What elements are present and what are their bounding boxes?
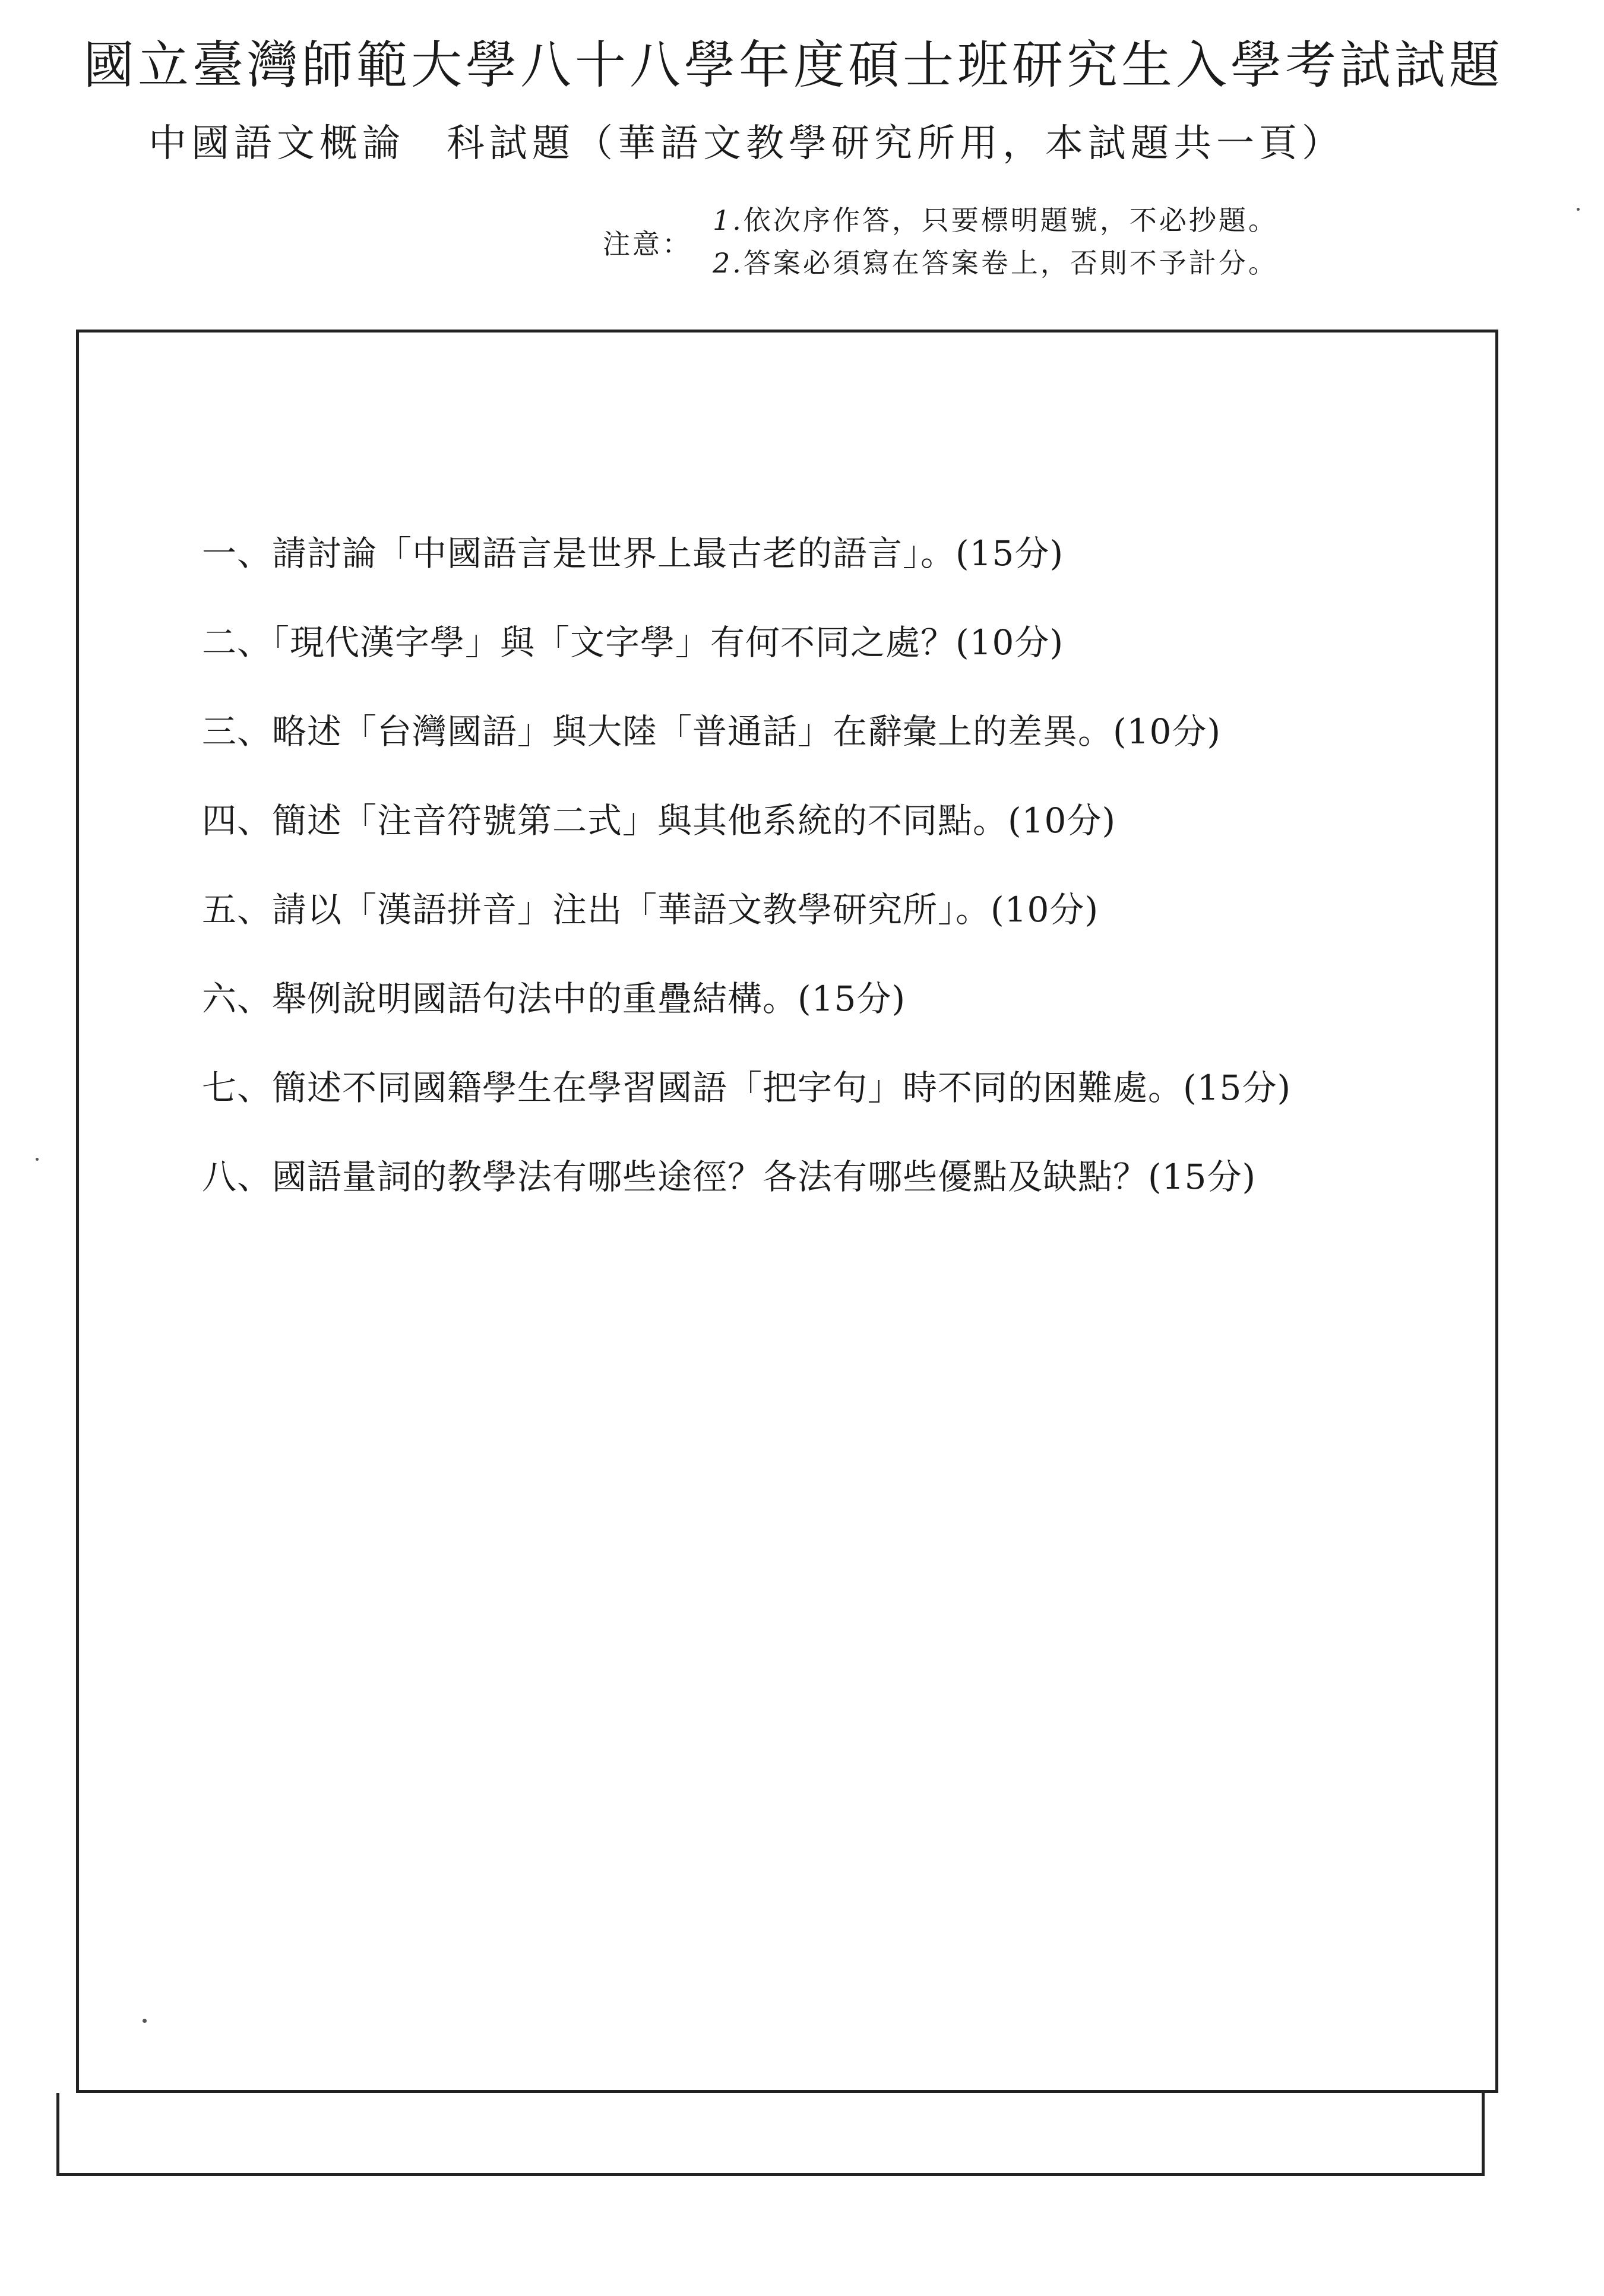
notice-list bbox=[713, 199, 1278, 284]
question-points: (15分) bbox=[798, 978, 906, 1019]
question-item bbox=[202, 615, 1449, 704]
scan-speck bbox=[1577, 208, 1580, 211]
question-text: 六、舉例說明國語句法中的重疊結構。 bbox=[202, 978, 798, 1019]
frame-border-left bbox=[56, 2093, 59, 2176]
question-text: 七、簡述不同國籍學生在學習國語「把字句」時不同的困難處。 bbox=[202, 1068, 1184, 1108]
notice-item bbox=[713, 242, 1278, 284]
question-item bbox=[202, 971, 1449, 1060]
frame-border-bottom bbox=[56, 2173, 1482, 2176]
question-text: 二、「現代漢字學」與「文字學」有何不同之處？ bbox=[202, 622, 956, 663]
question-list bbox=[202, 525, 1449, 1238]
notice-item-text: 答案必須寫在答案卷上，否則不予計分。 bbox=[743, 247, 1278, 279]
question-points: (15分) bbox=[1148, 1157, 1257, 1197]
notice-label: 注意： bbox=[603, 228, 692, 260]
question-points: (10分) bbox=[1008, 800, 1116, 841]
question-item bbox=[202, 525, 1449, 615]
question-text: 三、略述「台灣國語」與大陸「普通話」在辭彙上的差異。 bbox=[202, 711, 1113, 752]
scan-speck bbox=[143, 2019, 147, 2023]
question-item bbox=[202, 704, 1449, 793]
question-points: (10分) bbox=[956, 622, 1064, 663]
question-item bbox=[202, 793, 1449, 882]
notice-item-text: 依次序作答，只要標明題號，不必抄題。 bbox=[743, 204, 1278, 236]
question-points: (15分) bbox=[956, 533, 1064, 574]
exam-title: 國立臺灣師範大學八十八學年度碩士班研究生入學考試試題 bbox=[83, 36, 1504, 95]
question-text: 八、國語量詞的教學法有哪些途徑？各法有哪些優點及缺點？ bbox=[202, 1157, 1149, 1197]
question-item bbox=[202, 882, 1449, 971]
question-text: 一、請討論「中國語言是世界上最古老的語言」。 bbox=[202, 533, 956, 574]
frame-border-right bbox=[1482, 2093, 1485, 2176]
question-item bbox=[202, 1149, 1449, 1238]
exam-subtitle bbox=[148, 113, 1344, 167]
notice-item-number: 1. bbox=[713, 204, 744, 236]
notice-item-number: 2. bbox=[713, 247, 744, 279]
subtitle-rest: 科試題（華語文教學研究所用，本試題共一頁） bbox=[447, 122, 1344, 166]
subject-name: 中國語文概論 bbox=[148, 122, 405, 166]
question-points: (10分) bbox=[1113, 711, 1222, 752]
notice-item bbox=[713, 199, 1278, 242]
scan-speck bbox=[36, 1158, 39, 1161]
question-points: (10分) bbox=[991, 889, 1099, 930]
question-points: (15分) bbox=[1183, 1068, 1292, 1108]
question-text: 五、請以「漢語拼音」注出「華語文教學研究所」。 bbox=[202, 889, 991, 930]
question-text: 四、簡述「注音符號第二式」與其他系統的不同點。 bbox=[202, 800, 1008, 841]
question-item bbox=[202, 1060, 1449, 1149]
